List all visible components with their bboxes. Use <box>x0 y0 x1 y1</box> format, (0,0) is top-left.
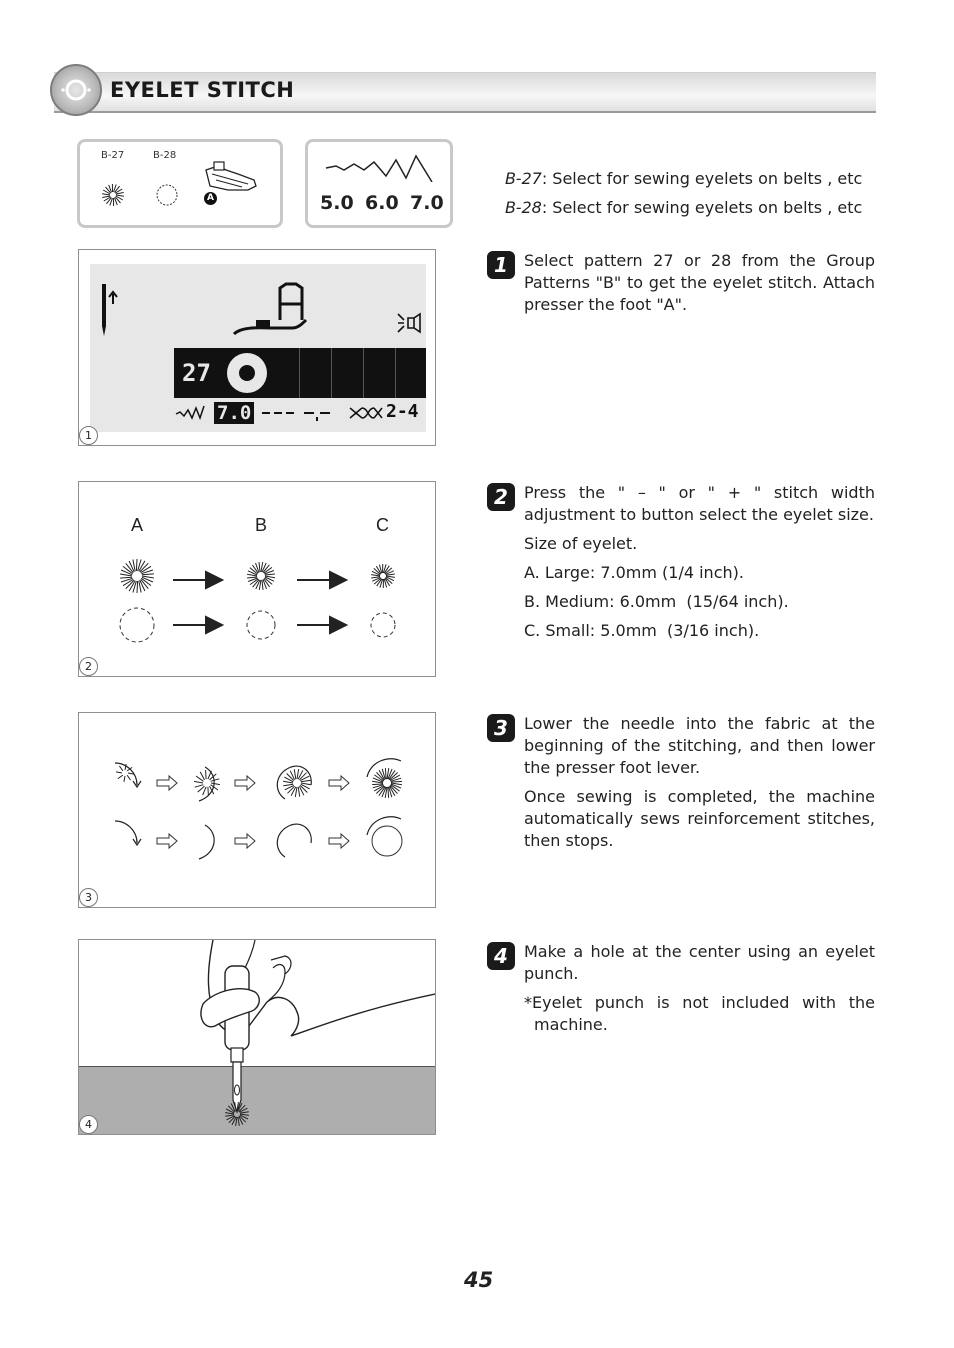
page-title: EYELET STITCH <box>110 78 295 102</box>
punched-eyelet-icon <box>223 1100 251 1128</box>
lcd-eyelet-icon <box>224 350 270 396</box>
panel-number-1: 1 <box>79 426 98 445</box>
eyelet-large-straight <box>120 608 154 642</box>
step-4-badge: 4 <box>487 942 515 970</box>
panel-number-3: 3 <box>79 888 98 907</box>
size-label-c: C <box>376 515 389 535</box>
eyelet-small-satin <box>371 564 395 588</box>
punched-eyelet-burst <box>225 1102 249 1126</box>
description-b28-text: : Select for sewing eyelets on belts , etc <box>541 198 863 217</box>
foot-a-badge: A <box>204 192 217 205</box>
seq-straight-stage-3 <box>277 824 311 857</box>
stitch-width-box <box>305 139 453 228</box>
step-4-text <box>524 941 875 1036</box>
panel-eyelet-sizes <box>78 481 436 677</box>
size-label-b: B <box>255 515 268 535</box>
seq-satin-arrow-2 <box>235 776 255 790</box>
seq-straight-arrow-2 <box>235 834 255 848</box>
page-number: 45 <box>464 1268 494 1292</box>
seq-satin-burst-2 <box>194 770 220 796</box>
width-value-small: 5.0 <box>320 192 354 214</box>
eyelet-satin-burst <box>102 184 124 206</box>
eyelet-section-icon <box>50 64 102 116</box>
lcd-screen <box>90 264 426 432</box>
lcd-zigzag-icon <box>174 404 208 422</box>
arrow-b-to-c <box>297 572 346 588</box>
code-b27: B-27 <box>505 169 542 188</box>
pattern-selection-box <box>77 139 283 228</box>
seq-satin-arrow-3 <box>329 776 349 790</box>
eyelet-straight-icon <box>154 182 180 208</box>
seq-satin-burst-1 <box>116 764 134 782</box>
eyelet-large-satin <box>120 559 154 593</box>
step-1-badge: 1 <box>487 251 515 279</box>
lcd-tension-value: 2-4 <box>386 401 419 422</box>
arrow-b-to-c-straight <box>297 617 346 633</box>
panel-lcd-display <box>78 249 436 446</box>
needle-up-icon <box>96 282 122 338</box>
eyelet-medium-straight <box>247 611 275 639</box>
step-3-paragraph-1: Lower the needle into the fabric at the beginning of the stitching, and then lower the presser foot lever. <box>524 714 875 777</box>
step-3-paragraph-2: Once sewing is completed, the machine automatically sews reinforcement stitches, then stops. <box>524 787 875 850</box>
seq-satin-stage-2 <box>199 767 214 801</box>
lcd-pattern-number-box <box>174 348 212 398</box>
seq-satin-arrow-1 <box>157 776 177 790</box>
lcd-presser-foot-icon <box>232 316 308 338</box>
step-2-size-small: C. Small: 5.0mm (3/16 inch). <box>524 621 760 640</box>
step-1-text <box>524 250 875 316</box>
seq-satin-burst-3 <box>283 769 311 797</box>
step-4-note: *Eyelet punch is not included with the machine. <box>524 993 875 1034</box>
size-label-a: A <box>131 515 144 535</box>
eyelet-medium-satin <box>247 562 275 590</box>
lcd-width-box <box>214 402 254 424</box>
description-b27-text: : Select for sewing eyelets on belts , etc <box>541 169 863 188</box>
step-3-badge: 3 <box>487 714 515 742</box>
eyelet-small-straight <box>371 613 395 637</box>
lcd-pattern-number: 27 <box>182 359 211 387</box>
step-3-text <box>524 713 875 852</box>
lcd-length-indicator <box>260 404 340 422</box>
pattern-b27-label: B-27 <box>101 150 125 161</box>
description-b28 <box>505 197 865 219</box>
lcd-width-value: 7.0 <box>217 402 252 424</box>
step-4-paragraph-1: Make a hole at the center using an eyelet punch. <box>524 942 875 983</box>
seq-satin-burst-4 <box>372 768 402 798</box>
seq-straight-circle-4 <box>372 826 402 856</box>
panel-number-4: 4 <box>79 1115 98 1134</box>
hand-with-punch-illustration <box>79 940 435 1134</box>
eyelet-satin-icon <box>100 182 126 208</box>
code-b28: B-28 <box>505 198 542 217</box>
seq-straight-arrow-3 <box>329 834 349 848</box>
seq-straight-arrow-1 <box>157 834 177 848</box>
step-2-size-large: A. Large: 7.0mm (1/4 inch). <box>524 563 744 582</box>
zigzag-width-icon <box>324 152 436 182</box>
arrow-a-to-b <box>173 572 222 588</box>
step-1-paragraph: Select pattern 27 or 28 from the Group Patterns "B" to get the eyelet stitch. Attach presser the foot "A". <box>524 251 875 314</box>
step-2-paragraph-2: Size of eyelet. <box>524 534 638 553</box>
description-b27 <box>505 168 865 190</box>
panel-eyelet-punch <box>78 939 436 1135</box>
step-2-badge: 2 <box>487 483 515 511</box>
sewing-sequence-diagram <box>79 713 435 907</box>
eyelet-size-diagram <box>79 542 435 652</box>
lcd-tension-icon <box>348 404 384 422</box>
width-value-medium: 6.0 <box>365 192 399 214</box>
buzzer-icon <box>396 312 422 334</box>
step-2-paragraph-1: Press the " – " or " + " stitch width adjustment to button select the eyelet size. <box>524 483 875 524</box>
panel-sewing-sequence <box>78 712 436 908</box>
panel-number-2: 2 <box>79 657 98 676</box>
seq-straight-stage-2 <box>199 825 214 859</box>
pattern-b28-label: B-28 <box>153 150 177 161</box>
width-value-large: 7.0 <box>410 192 444 214</box>
step-2-size-medium: B. Medium: 6.0mm (15/64 inch). <box>524 592 789 611</box>
step-2-text <box>524 482 875 642</box>
arrow-a-to-b-straight <box>173 617 222 633</box>
